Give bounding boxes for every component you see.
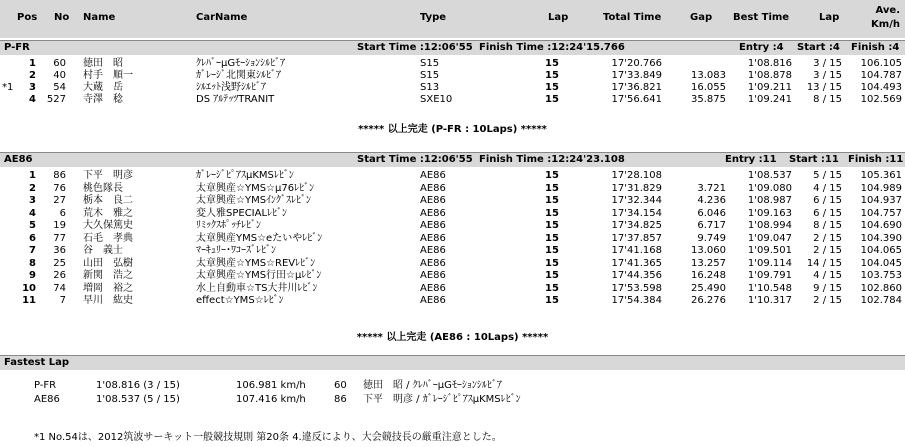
- cell-total: 17'28.108: [611, 170, 662, 181]
- cell-best: 1'09.114: [747, 258, 792, 269]
- cell-gap: 13.083: [691, 70, 726, 81]
- class-name: P-FR: [4, 42, 30, 53]
- cell-type: AE86: [420, 283, 446, 294]
- cell-pos: 7: [29, 245, 36, 256]
- cell-lap: 15: [545, 195, 559, 206]
- cell-ave: 102.784: [860, 295, 902, 306]
- cell-no: 7: [59, 295, 66, 306]
- cell-pos: 8: [29, 258, 36, 269]
- cell-car: 水上自動車☆TS大井川ﾚﾋﾞﾝ: [196, 283, 318, 294]
- cell-gap: 26.276: [691, 295, 726, 306]
- header-ave-line1: Ave.: [875, 5, 900, 16]
- cell-blap: 4 / 15: [813, 183, 842, 194]
- cell-type: S15: [420, 70, 440, 81]
- header-gap: Gap: [690, 12, 713, 23]
- cell-type: AE86: [420, 258, 446, 269]
- fastest-lap-class: P-FR: [34, 380, 57, 391]
- cell-car: 変人雅SPECIALﾚﾋﾞﾝ: [196, 208, 288, 219]
- cell-blap: 3 / 15: [813, 70, 842, 81]
- cell-blap: 2 / 15: [813, 245, 842, 256]
- table-header: [0, 0, 905, 38]
- cell-gap: 6.717: [697, 220, 726, 231]
- cell-no: 27: [53, 195, 66, 206]
- cell-best: 1'10.317: [747, 295, 792, 306]
- header-carname: CarName: [196, 12, 248, 23]
- cell-no: 86: [53, 170, 66, 181]
- cell-ave: 104.787: [860, 70, 902, 81]
- cell-blap: 4 / 15: [813, 270, 842, 281]
- cell-no: 40: [53, 70, 66, 81]
- cell-lap: 15: [545, 245, 559, 256]
- fastest-lap-speed: 107.416 km/h: [236, 394, 306, 405]
- cell-best: 1'09.047: [747, 233, 792, 244]
- cell-best: 1'08.994: [747, 220, 792, 231]
- cell-total: 17'41.168: [611, 245, 662, 256]
- fastest-lap-time: 1'08.816 (3 / 15): [96, 380, 180, 391]
- cell-no: 74: [53, 283, 66, 294]
- class-entry: Entry :11: [725, 154, 777, 165]
- cell-total: 17'53.598: [611, 283, 662, 294]
- table-row: [0, 245, 905, 256]
- table-row: [0, 82, 905, 93]
- table-row: [0, 94, 905, 105]
- cell-lap: 15: [545, 82, 559, 93]
- class-finish: Finish :4: [851, 42, 900, 53]
- cell-type: AE86: [420, 233, 446, 244]
- table-row: [0, 220, 905, 231]
- cell-pos: 1: [29, 58, 36, 69]
- cell-ave: 102.569: [860, 94, 902, 105]
- cell-blap: 13 / 15: [806, 82, 842, 93]
- cell-car: DS ｱﾙﾃｯﾂTRANIT: [196, 94, 275, 105]
- cell-best: 1'10.548: [747, 283, 792, 294]
- cell-gap: 16.055: [691, 82, 726, 93]
- cell-pos: 4: [29, 94, 36, 105]
- cell-best: 1'08.537: [747, 170, 792, 181]
- table-row: [0, 208, 905, 219]
- cell-name: 栃本 良二: [83, 195, 133, 206]
- cell-blap: 3 / 15: [813, 58, 842, 69]
- table-row: [0, 195, 905, 206]
- header-lap: Lap: [548, 12, 569, 23]
- cell-total: 17'34.825: [611, 220, 662, 231]
- cell-best: 1'09.791: [747, 270, 792, 281]
- cell-gap: [670, 170, 726, 181]
- fastest-lap-no: 86: [334, 394, 347, 405]
- cell-total: 17'36.821: [611, 82, 662, 93]
- cell-no: 76: [53, 183, 66, 194]
- cell-type: AE86: [420, 220, 446, 231]
- footnote: *1 No.54は、2012筑波サーキット一般競技規則 第20条 4.違反により、大会競技長の厳重注意とした。: [34, 432, 502, 443]
- fastest-lap-time: 1'08.537 (5 / 15): [96, 394, 180, 405]
- cell-gap: [670, 58, 726, 69]
- fastest-lap-class: AE86: [34, 394, 60, 405]
- cell-best: 1'09.211: [747, 82, 792, 93]
- cell-ave: 104.757: [860, 208, 902, 219]
- cell-no: 19: [53, 220, 66, 231]
- cell-total: 17'20.766: [611, 58, 662, 69]
- cell-total: 17'31.829: [611, 183, 662, 194]
- cell-lap: 15: [545, 258, 559, 269]
- cell-car: 太章興産YMS☆eたいやﾚﾋﾞﾝ: [196, 233, 323, 244]
- cell-name: 石毛 孝典: [83, 233, 133, 244]
- class-finish-time: Finish Time :12:24'15.766: [479, 42, 625, 53]
- cell-total: 17'37.857: [611, 233, 662, 244]
- class-finish: Finish :11: [848, 154, 904, 165]
- cell-lap: 15: [545, 70, 559, 81]
- cell-pos: 5: [29, 220, 36, 231]
- cell-blap: 8 / 15: [813, 220, 842, 231]
- cell-gap: 13.060: [691, 245, 726, 256]
- cell-no: 6: [59, 208, 66, 219]
- cell-gap: 16.248: [691, 270, 726, 281]
- table-row: [0, 258, 905, 269]
- class-start: Start :11: [789, 154, 839, 165]
- cell-pos: 2: [29, 183, 36, 194]
- cell-ave: 104.065: [860, 245, 902, 256]
- cell-car: ｼﾙｴｯﾄ浅野ｼﾙﾋﾞｱ: [196, 82, 266, 93]
- cell-ave: 104.390: [860, 233, 902, 244]
- cell-ave: 106.105: [860, 58, 902, 69]
- fastest-lap-title: Fastest Lap: [4, 357, 69, 368]
- cell-total: 17'32.344: [611, 195, 662, 206]
- cell-name: 新関 浩之: [83, 270, 133, 281]
- cell-car: ﾘﾐｯｸｽﾎﾟｯﾁﾚﾋﾞﾝ: [196, 220, 261, 231]
- table-row: [0, 270, 905, 281]
- cell-blap: 2 / 15: [813, 233, 842, 244]
- cell-car: ｶﾞﾚｰｼﾞﾋﾟｱｽμKMSﾚﾋﾞﾝ: [196, 170, 294, 181]
- table-row: [0, 70, 905, 81]
- cell-name: 大蔵 岳: [83, 82, 123, 93]
- cell-name: 大久保篤史: [83, 220, 133, 231]
- cell-no: 36: [53, 245, 66, 256]
- cell-name: 早川 紘史: [83, 295, 133, 306]
- cell-total: 17'34.154: [611, 208, 662, 219]
- cell-best: 1'08.987: [747, 195, 792, 206]
- header-ave-line2: Km/h: [871, 19, 900, 30]
- cell-car: effect☆YMS☆ﾚﾋﾞﾝ: [196, 295, 284, 306]
- cell-pos: 6: [29, 233, 36, 244]
- cell-ave: 103.753: [860, 270, 902, 281]
- cell-type: S15: [420, 58, 440, 69]
- fastest-lap-driver: 下平 明彦 / ｶﾞﾚｰｼﾞﾋﾟｱｽμKMSﾚﾋﾞﾝ: [363, 394, 521, 405]
- header-name: Name: [83, 12, 116, 23]
- cell-ave: 104.937: [860, 195, 902, 206]
- cell-ave: 104.989: [860, 183, 902, 194]
- cell-car: 太章興産☆YMS☆μ76ﾚﾋﾞﾝ: [196, 183, 315, 194]
- fastest-lap-driver: 徳田 昭 / ｸﾚﾊﾞｰμGﾓｰｼｮﾝｼﾙﾋﾞｱ: [363, 380, 502, 391]
- cell-best: 1'09.501: [747, 245, 792, 256]
- class-start-time: Start Time :12:06'55: [357, 154, 473, 165]
- cell-lap: 15: [545, 220, 559, 231]
- cell-type: SXE10: [420, 94, 453, 105]
- cell-gap: 35.875: [691, 94, 726, 105]
- cell-total: 17'41.365: [611, 258, 662, 269]
- cell-no: 77: [53, 233, 66, 244]
- cell-gap: 3.721: [697, 183, 726, 194]
- class-band-pfr: [0, 40, 905, 55]
- cell-name: 山田 弘樹: [83, 258, 133, 269]
- cell-pos: 10: [22, 283, 36, 294]
- cell-name: 増岡 裕之: [83, 283, 133, 294]
- cell-no: 25: [53, 258, 66, 269]
- class-name: AE86: [4, 154, 33, 165]
- cell-type: S13: [420, 82, 440, 93]
- header-no: No: [54, 12, 70, 23]
- cell-ave: 104.690: [860, 220, 902, 231]
- table-row: [0, 283, 905, 294]
- cell-total: 17'44.356: [611, 270, 662, 281]
- cell-ave: 102.860: [860, 283, 902, 294]
- cell-best: 1'08.816: [747, 58, 792, 69]
- class-summary-pfr: ***** 以上完走 (P-FR : 10Laps) *****: [358, 124, 547, 135]
- cell-name: 谷 義士: [83, 245, 123, 256]
- cell-pos: 1: [29, 170, 36, 181]
- cell-gap: 25.490: [691, 283, 726, 294]
- cell-gap: 13.257: [691, 258, 726, 269]
- cell-ave: 104.045: [860, 258, 902, 269]
- cell-blap: 6 / 15: [813, 195, 842, 206]
- cell-pos: 3: [29, 82, 36, 93]
- class-band-ae86: [0, 152, 905, 167]
- cell-mark: *1: [2, 82, 14, 93]
- class-start: Start :4: [797, 42, 840, 53]
- table-row: [0, 295, 905, 306]
- cell-lap: 15: [545, 295, 559, 306]
- cell-best: 1'09.163: [747, 208, 792, 219]
- cell-lap: 15: [545, 183, 559, 194]
- cell-best: 1'09.080: [747, 183, 792, 194]
- cell-pos: 4: [29, 208, 36, 219]
- cell-name: 村手 順一: [83, 70, 133, 81]
- header-pos: Pos: [17, 12, 38, 23]
- cell-car: ｶﾞﾚｰｼﾞ北関東ｼﾙﾋﾞｱ: [196, 70, 281, 81]
- cell-car: ｸﾚﾊﾞｰμGﾓｰｼｮﾝｼﾙﾋﾞｱ: [196, 58, 286, 69]
- cell-car: 太章興産☆YMSｲﾝｸﾞｽﾚﾋﾞﾝ: [196, 195, 312, 206]
- header-best-time: Best Time: [733, 12, 790, 23]
- cell-blap: 8 / 15: [813, 94, 842, 105]
- cell-name: 荒木 雅之: [83, 208, 133, 219]
- table-row: [0, 233, 905, 244]
- cell-lap: 15: [545, 208, 559, 219]
- table-row: [0, 183, 905, 194]
- class-start-time: Start Time :12:06'55: [357, 42, 473, 53]
- cell-ave: 105.361: [860, 170, 902, 181]
- cell-name: 桃色隊長: [83, 183, 123, 194]
- cell-no: 54: [53, 82, 66, 93]
- header-type: Type: [420, 12, 447, 23]
- cell-lap: 15: [545, 94, 559, 105]
- cell-type: AE86: [420, 245, 446, 256]
- cell-no: 527: [46, 94, 66, 105]
- table-row: [0, 58, 905, 69]
- cell-blap: 5 / 15: [813, 170, 842, 181]
- class-finish-time: Finish Time :12:24'23.108: [479, 154, 625, 165]
- cell-gap: 4.236: [697, 195, 726, 206]
- class-summary-ae86: ***** 以上完走 (AE86 : 10Laps) *****: [356, 332, 549, 343]
- fastest-lap-speed: 106.981 km/h: [236, 380, 306, 391]
- cell-lap: 15: [545, 270, 559, 281]
- cell-car: 太章興産☆YMS☆REVﾚﾋﾞﾝ: [196, 258, 316, 269]
- table-row: [0, 170, 905, 181]
- cell-type: AE86: [420, 208, 446, 219]
- cell-no: 60: [53, 58, 66, 69]
- cell-pos: 9: [29, 270, 36, 281]
- cell-name: 下平 明彦: [83, 170, 133, 181]
- fastest-lap-band: [0, 355, 905, 370]
- cell-pos: 11: [22, 295, 36, 306]
- cell-pos: 2: [29, 70, 36, 81]
- cell-blap: 6 / 15: [813, 208, 842, 219]
- cell-pos: 3: [29, 195, 36, 206]
- cell-gap: 6.046: [697, 208, 726, 219]
- cell-type: AE86: [420, 195, 446, 206]
- cell-lap: 15: [545, 233, 559, 244]
- cell-lap: 15: [545, 170, 559, 181]
- cell-lap: 15: [545, 283, 559, 294]
- cell-gap: 9.749: [697, 233, 726, 244]
- cell-blap: 2 / 15: [813, 295, 842, 306]
- header-total-time: Total Time: [603, 12, 662, 23]
- header-best-lap: Lap: [819, 12, 840, 23]
- cell-car: ﾏｰｷｭﾘｰ･ﾜｺｰｽﾞﾚﾋﾞﾝ: [196, 245, 276, 256]
- cell-type: AE86: [420, 170, 446, 181]
- cell-blap: 14 / 15: [806, 258, 842, 269]
- cell-name: 徳田 昭: [83, 58, 123, 69]
- cell-name: 寺澤 稔: [83, 94, 123, 105]
- cell-total: 17'54.384: [611, 295, 662, 306]
- cell-best: 1'09.241: [747, 94, 792, 105]
- fastest-lap-no: 60: [334, 380, 347, 391]
- cell-type: AE86: [420, 295, 446, 306]
- cell-total: 17'56.641: [611, 94, 662, 105]
- cell-type: AE86: [420, 270, 446, 281]
- cell-best: 1'08.878: [747, 70, 792, 81]
- cell-lap: 15: [545, 58, 559, 69]
- cell-type: AE86: [420, 183, 446, 194]
- cell-ave: 104.493: [860, 82, 902, 93]
- cell-total: 17'33.849: [611, 70, 662, 81]
- cell-blap: 9 / 15: [813, 283, 842, 294]
- cell-car: 太章興産☆YMS行田☆μﾚﾋﾞﾝ: [196, 270, 322, 281]
- class-entry: Entry :4: [739, 42, 784, 53]
- cell-no: 26: [53, 270, 66, 281]
